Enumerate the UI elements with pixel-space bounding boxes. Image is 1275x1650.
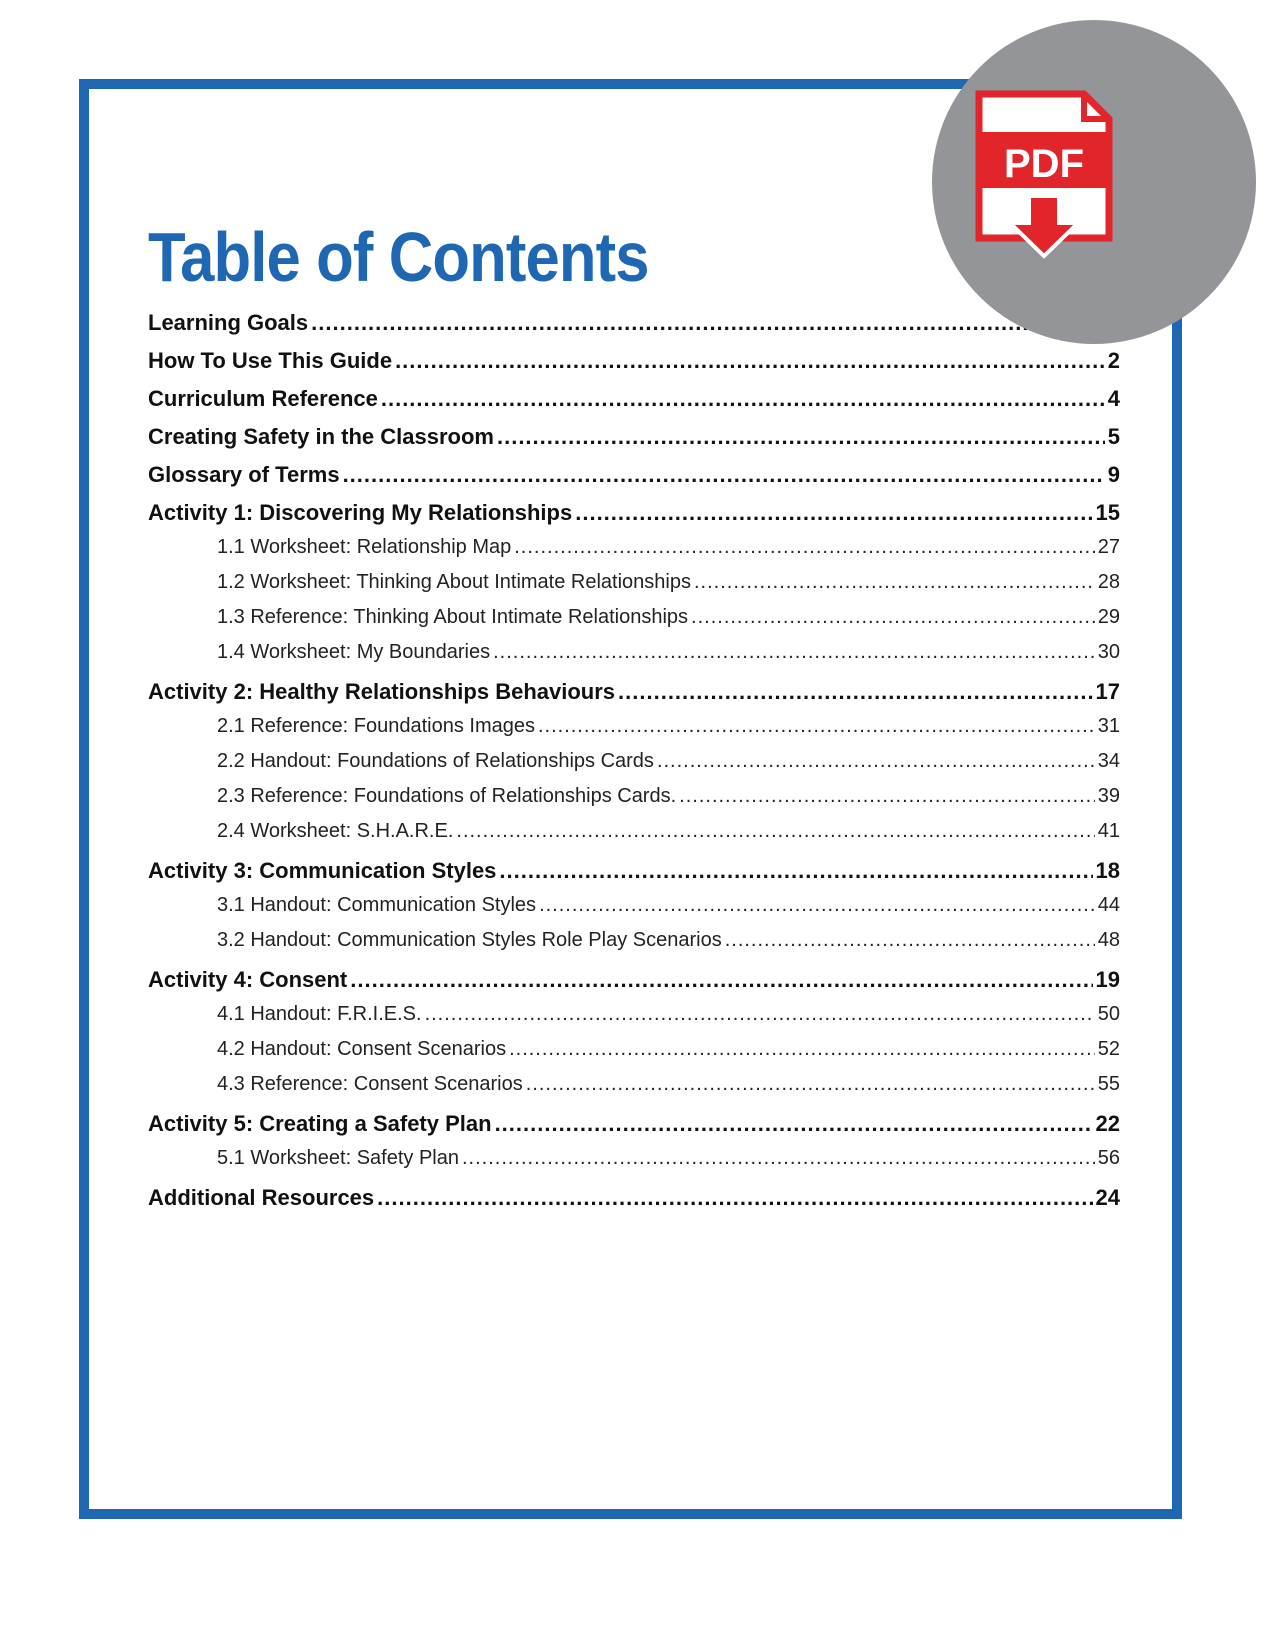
toc-page-number: 4 bbox=[1107, 386, 1120, 411]
toc-page-number: 31 bbox=[1097, 715, 1120, 737]
toc-entry-label: Creating Safety in the Classroom bbox=[148, 424, 494, 449]
toc-entry-label: Additional Resources bbox=[148, 1185, 375, 1210]
toc-entry bbox=[148, 462, 1120, 488]
toc-entry-label: 5.1 Worksheet: Safety Plan bbox=[217, 1147, 459, 1169]
toc-subentry bbox=[217, 785, 1120, 808]
toc-page-number: 56 bbox=[1097, 1147, 1120, 1169]
toc-subentry bbox=[217, 929, 1120, 952]
toc-page-number: 28 bbox=[1097, 571, 1120, 593]
toc-leader-dots bbox=[350, 967, 1092, 993]
toc-entry-label: 1.2 Worksheet: Thinking About Intimate Relationships bbox=[217, 571, 691, 593]
toc-subentry bbox=[217, 894, 1120, 917]
toc-leader-dots bbox=[538, 715, 1095, 738]
toc-entry-label: Activity 2: Healthy Relationships Behaviours bbox=[148, 679, 616, 704]
toc-entry-label: 1.3 Reference: Thinking About Intimate Relationships bbox=[217, 606, 689, 628]
toc-subentry bbox=[217, 750, 1120, 773]
toc-page-number: 50 bbox=[1097, 1003, 1120, 1025]
toc-leader-dots bbox=[539, 894, 1095, 917]
toc-subentry bbox=[217, 536, 1120, 559]
toc-leader-dots bbox=[395, 348, 1105, 374]
toc-leader-dots bbox=[343, 462, 1105, 488]
toc-page-number: 22 bbox=[1095, 1111, 1120, 1136]
toc-entry-label: Activity 1: Discovering My Relationships bbox=[148, 500, 573, 525]
toc-entry-label: Glossary of Terms bbox=[148, 462, 340, 487]
toc-leader-dots bbox=[495, 1111, 1093, 1137]
toc-entry-label: 2.3 Reference: Foundations of Relationships Cards. bbox=[217, 785, 677, 807]
toc-page-number: 27 bbox=[1097, 536, 1120, 558]
toc-page-number: 34 bbox=[1097, 750, 1120, 772]
toc-entry bbox=[148, 679, 1120, 705]
toc-leader-dots bbox=[499, 858, 1092, 884]
toc-leader-dots bbox=[377, 1185, 1092, 1211]
toc-page-number: 44 bbox=[1097, 894, 1120, 916]
toc-page-number: 39 bbox=[1097, 785, 1120, 807]
toc-entry-label: 1.1 Worksheet: Relationship Map bbox=[217, 536, 512, 558]
toc-entry bbox=[148, 858, 1120, 884]
toc-leader-dots bbox=[462, 1147, 1095, 1170]
toc-entry-label: 4.1 Handout: F.R.I.E.S. bbox=[217, 1003, 422, 1025]
toc-page-number: 52 bbox=[1097, 1038, 1120, 1060]
toc-page-number: 2 bbox=[1107, 348, 1120, 373]
toc-subentry bbox=[217, 606, 1120, 629]
pdf-download-button[interactable] bbox=[932, 20, 1256, 344]
toc-entry-label: Activity 4: Consent bbox=[148, 967, 348, 992]
toc-page-number: 19 bbox=[1095, 967, 1120, 992]
toc-entry bbox=[148, 348, 1120, 374]
pdf-download-icon bbox=[932, 20, 1256, 344]
toc-subentry bbox=[217, 820, 1120, 843]
toc-entry bbox=[148, 1185, 1120, 1211]
toc-page-number: 9 bbox=[1107, 462, 1120, 487]
toc-page-number: 30 bbox=[1097, 641, 1120, 663]
toc-leader-dots bbox=[381, 386, 1105, 412]
toc-page-number: 55 bbox=[1097, 1073, 1120, 1095]
toc-leader-dots bbox=[657, 750, 1095, 773]
toc-leader-dots bbox=[691, 606, 1095, 629]
pdf-label: PDF bbox=[1004, 142, 1084, 186]
toc-leader-dots bbox=[509, 1038, 1095, 1061]
toc-page-number: 15 bbox=[1095, 500, 1120, 525]
toc-page-number: 18 bbox=[1095, 858, 1120, 883]
toc-subentry bbox=[217, 1003, 1120, 1026]
toc-entry-label: 3.1 Handout: Communication Styles bbox=[217, 894, 537, 916]
toc-entry-label: 4.2 Handout: Consent Scenarios bbox=[217, 1038, 507, 1060]
toc-entry bbox=[148, 386, 1120, 412]
toc-entry-label: Learning Goals bbox=[148, 310, 309, 335]
toc-page-number: 41 bbox=[1097, 820, 1120, 842]
toc-subentry bbox=[217, 1038, 1120, 1061]
toc-entry bbox=[148, 500, 1120, 526]
toc-leader-dots bbox=[618, 679, 1092, 705]
toc-page-number: 48 bbox=[1097, 929, 1120, 951]
toc-entry-label: 4.3 Reference: Consent Scenarios bbox=[217, 1073, 523, 1095]
toc-entry-label: 3.2 Handout: Communication Styles Role Play Scenarios bbox=[217, 929, 722, 951]
toc-entry bbox=[148, 1111, 1120, 1137]
toc-entry bbox=[148, 424, 1120, 450]
toc-entry-label: 2.1 Reference: Foundations Images bbox=[217, 715, 535, 737]
toc-entry-label: How To Use This Guide bbox=[148, 348, 393, 373]
toc-subentry bbox=[217, 641, 1120, 664]
toc-entry-label: 1.4 Worksheet: My Boundaries bbox=[217, 641, 491, 663]
toc-entry-label: Curriculum Reference bbox=[148, 386, 378, 411]
toc-subentry bbox=[217, 715, 1120, 738]
toc-leader-dots bbox=[725, 929, 1095, 952]
toc-page-number: 17 bbox=[1095, 679, 1120, 704]
toc-leader-dots bbox=[425, 1003, 1095, 1026]
toc-subentry bbox=[217, 1073, 1120, 1096]
toc-entry-label: 2.4 Worksheet: S.H.A.R.E. bbox=[217, 820, 454, 842]
toc-page-number: 29 bbox=[1097, 606, 1120, 628]
toc-entry-label: Activity 3: Communication Styles bbox=[148, 858, 497, 883]
toc-entry-label: 2.2 Handout: Foundations of Relationships Cards bbox=[217, 750, 654, 772]
toc-leader-dots bbox=[694, 571, 1095, 594]
toc-entry-label: Activity 5: Creating a Safety Plan bbox=[148, 1111, 492, 1136]
toc-leader-dots bbox=[497, 424, 1105, 450]
toc-leader-dots bbox=[679, 785, 1095, 808]
toc-subentry bbox=[217, 1147, 1120, 1170]
toc-leader-dots bbox=[493, 641, 1095, 664]
toc-page-number: 5 bbox=[1107, 424, 1120, 449]
toc-leader-dots bbox=[456, 820, 1094, 843]
toc-leader-dots bbox=[514, 536, 1095, 559]
toc-page-number: 24 bbox=[1095, 1185, 1120, 1210]
toc-leader-dots bbox=[575, 500, 1092, 526]
page-title: Table of Contents bbox=[148, 218, 649, 296]
toc-leader-dots bbox=[526, 1073, 1095, 1096]
toc-subentry bbox=[217, 571, 1120, 594]
toc-entry bbox=[148, 967, 1120, 993]
